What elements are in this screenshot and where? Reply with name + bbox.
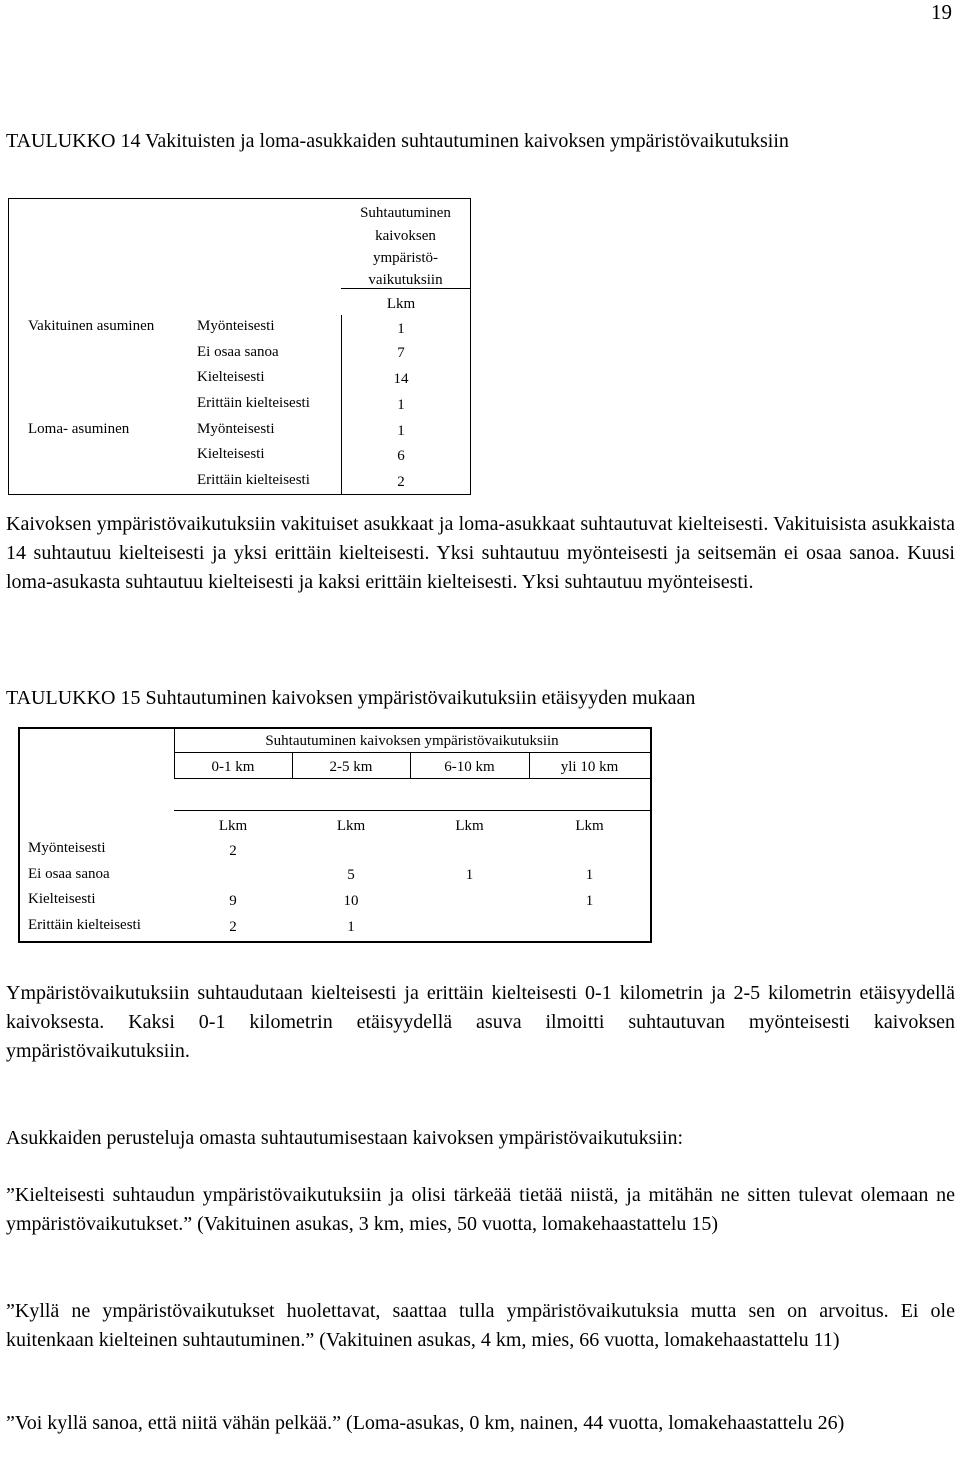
table14-caption: TAULUKKO 14 Vakituisten ja loma-asukkaiden suhtautuminen kaivoksen ympäristövaikutuksiin <box>6 130 789 152</box>
paragraph-2: Ympäristövaikutuksiin suhtaudutaan kielteisesti ja erittäin kielteisesti 0-1 kilometrin ja 2-5 kilometrin etäisyydellä kaivoksesta. Kaksi 0-1 kilometrin etäisyydellä asuva ilmoitti suhtautuvan myönteisesti kaivoksen ympäristövaikutuksiin. <box>6 982 955 1062</box>
table15-cell: 10 <box>343 893 359 909</box>
table15-unit: Lkm <box>455 818 484 834</box>
table15-distance: yli 10 km <box>560 759 619 775</box>
table14-header-line-4: vaikutuksiin <box>368 272 443 288</box>
quote-3: ”Voi kyllä sanoa, että niitä vähän pelkää.” (Loma-asukas, 0 km, nainen, 44 vuotta, lomakehaastattelu 26) <box>6 1412 845 1434</box>
table15-unit-rule <box>174 810 650 811</box>
table15-cell: 9 <box>229 893 237 909</box>
quote-2: ”Kyllä ne ympäristövaikutukset huolettavat, saattaa tulla ympäristövaikutuksia mutta sen on arvoitus. Ei ole kuitenkaan kielteinen suhtautuminen.” (Vakituinen asukas, 4 km, mies, 66 vuotta, lomakehaastattelu 11) <box>6 1300 955 1351</box>
table15-cell: 1 <box>347 919 355 935</box>
quote-1: ”Kielteisesti suhtaudun ympäristövaikutuksiin ja olisi tärkeää tietää niistä, ja mitähän ne sitten tulevat olemaan ne ympäristövaikutukset.” (Vakituinen asukas, 3 km, mies, 50 vuotta, lomakehaastattelu 15) <box>6 1184 955 1235</box>
table15-cell: 5 <box>347 867 355 883</box>
table14-header-line-2: kaivoksen <box>375 228 436 244</box>
table14-group-label: Loma- asuminen <box>28 421 130 437</box>
table15-distance: 6-10 km <box>444 759 495 775</box>
table14-row-label: Myönteisesti <box>197 421 275 437</box>
table14-row-label: Kielteisesti <box>197 369 265 385</box>
table14-row-label: Ei osaa sanoa <box>197 344 279 360</box>
table15-cell: 2 <box>229 919 237 935</box>
table14-cell: 14 <box>393 371 409 387</box>
page-number: 19 <box>931 0 952 24</box>
table15-cell: 1 <box>585 867 594 883</box>
table14-row-label: Myönteisesti <box>197 318 275 334</box>
table15-caption: TAULUKKO 15 Suhtautuminen kaivoksen ympäristövaikutuksiin etäisyyden mukaan <box>6 687 696 709</box>
table15-cell: 1 <box>585 893 594 909</box>
table15-row-label: Kielteisesti <box>28 891 96 907</box>
table15-row-label: Ei osaa sanoa <box>28 866 110 882</box>
table14-cell: 1 <box>397 321 405 337</box>
paragraph-1: Kaivoksen ympäristövaikutuksiin vakituiset asukkaat ja loma-asukkaat suhtautuvat kielteisesti. Vakituisista asukkaista 14 suhtautuu kielteisesti ja yksi erittäin kielteisesti. Yksi suhtautuu myönteisesti ja seitsemän ei osaa sanoa. Kuusi loma-asukasta suhtautuu kielteisesti ja kaksi erittäin kielteisesti. Yksi suhtautuu myönteisesti. <box>6 513 955 593</box>
table15-cell: 1 <box>465 867 474 883</box>
heading-perusteluja: Asukkaiden perusteluja omasta suhtautumisestaan kaivoksen ympäristövaikutuksiin: <box>6 1127 684 1149</box>
table14-group-label: Vakituinen asuminen <box>28 318 155 334</box>
table14-row-label: Erittäin kielteisesti <box>197 395 310 411</box>
table14-row-label: Erittäin kielteisesti <box>197 472 310 488</box>
table14-cell: 1 <box>397 423 405 439</box>
table15-header: Suhtautuminen kaivoksen ympäristövaikutuksiin <box>265 733 559 749</box>
table15-distance: 2-5 km <box>329 759 373 775</box>
table15-unit: Lkm <box>218 818 248 834</box>
table14-header-line-3: ympäristö- <box>373 250 438 266</box>
table15-cell: 2 <box>229 843 237 859</box>
table14-cell: 7 <box>397 345 405 361</box>
table14-cell: 1 <box>397 397 405 413</box>
table14-cell: 2 <box>397 474 405 490</box>
table14-cell: 6 <box>397 448 405 464</box>
table15-unit: Lkm <box>336 818 366 834</box>
table14-header-line-1: Suhtautuminen <box>360 205 451 221</box>
table15-row-label: Erittäin kielteisesti <box>28 917 141 933</box>
table15-unit: Lkm <box>575 818 604 834</box>
table15-distance: 0-1 km <box>211 759 255 775</box>
table14-unit: Lkm <box>386 296 416 312</box>
table15-row-label: Myönteisesti <box>28 840 106 856</box>
table14-row-label: Kielteisesti <box>197 446 265 462</box>
